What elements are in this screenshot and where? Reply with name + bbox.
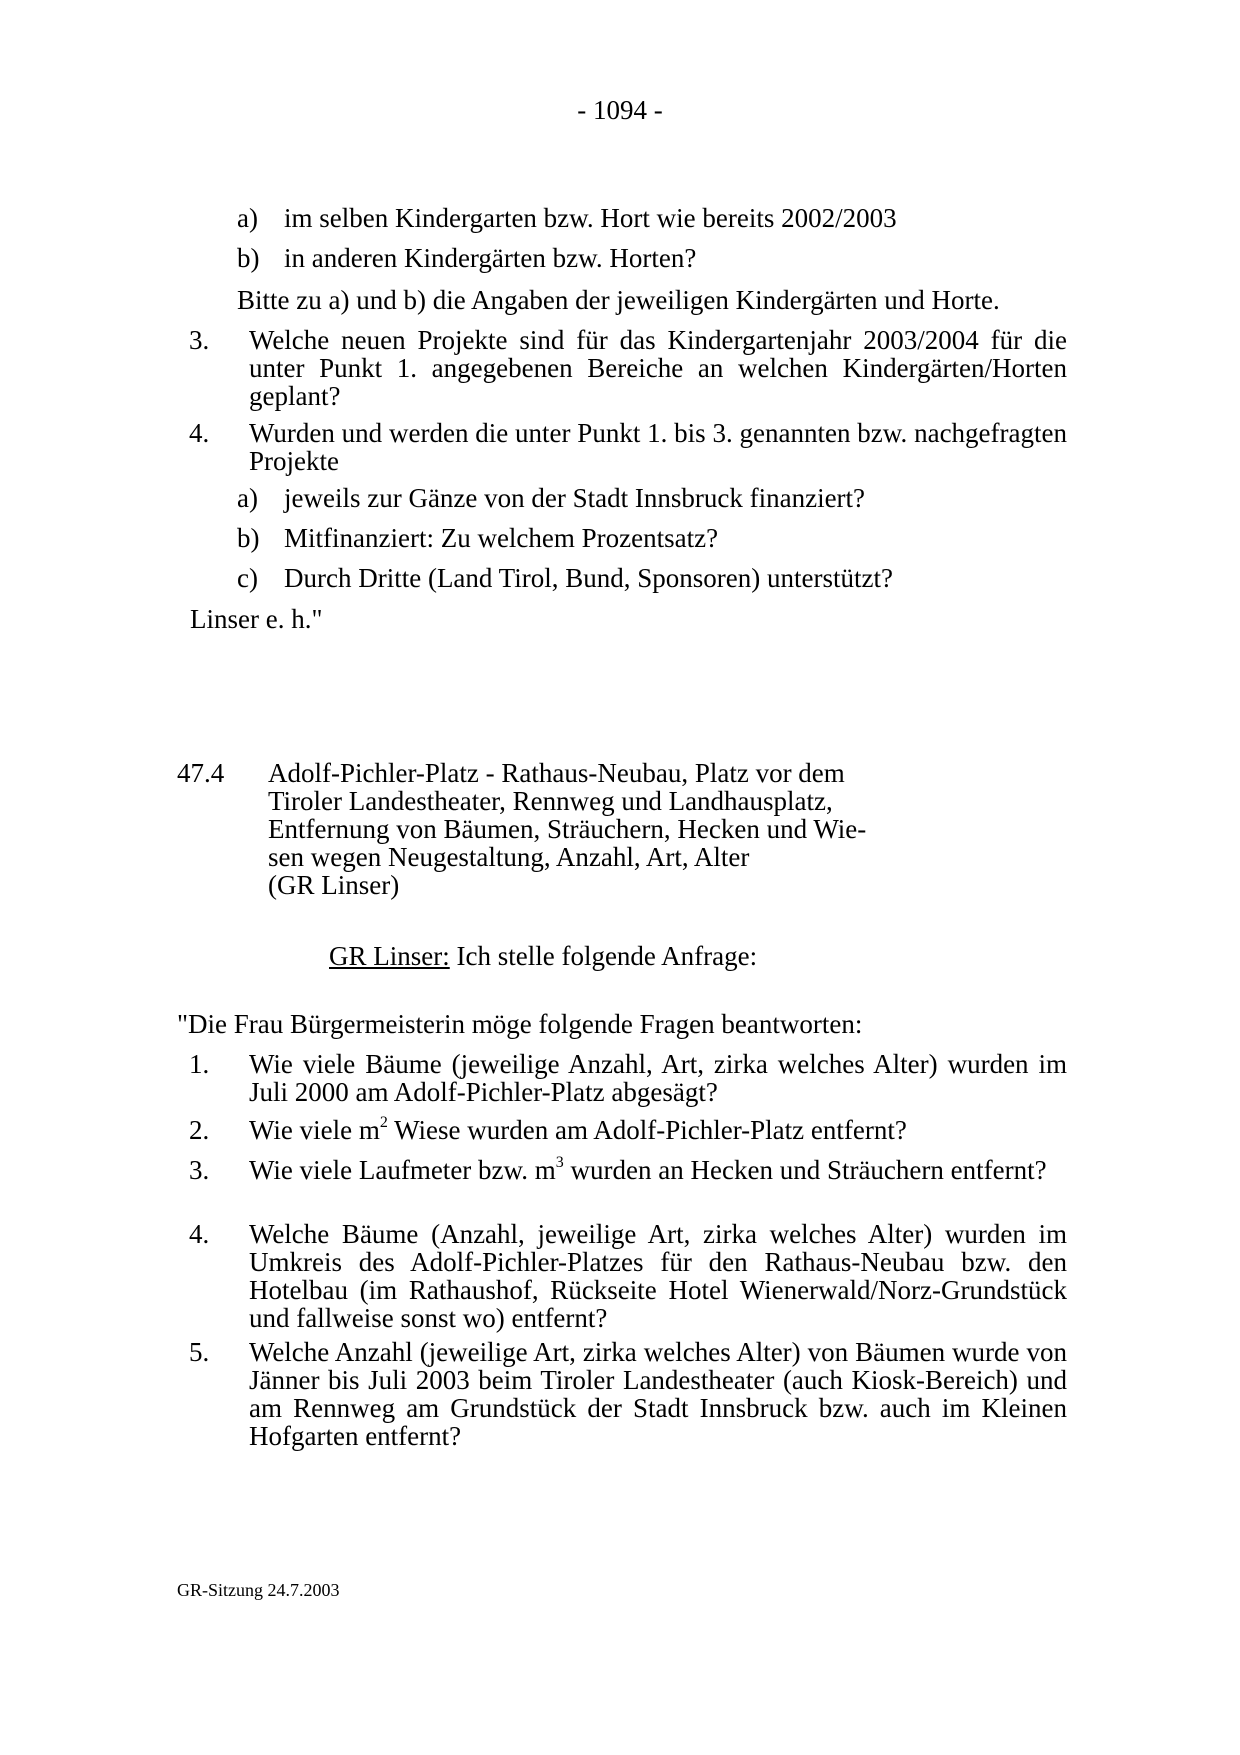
- section-title: [268, 759, 928, 899]
- question-text: Wie viele Bäume (jeweilige Anzahl, Art, zirka welches Alter) wurden im Juli 2000 am Adolf-Pichler-Platz abgesägt?: [249, 1049, 1067, 1107]
- list-marker: a): [237, 483, 258, 513]
- list-item-text: Wurden und werden die unter Punkt 1. bis 3. genannten bzw. nachgefragten Projekte: [249, 418, 1067, 476]
- list-item: [237, 244, 1067, 272]
- list-marker: 3.: [189, 1155, 210, 1185]
- list-marker: a): [237, 203, 258, 233]
- signature: Linser e. h.": [190, 604, 323, 634]
- question-item: [189, 1050, 1067, 1106]
- intro-text: "Die Frau Bürgermeisterin möge folgende Fragen beantworten:: [177, 1009, 863, 1039]
- list-marker: 4.: [189, 418, 210, 448]
- question-text: Welche Bäume (Anzahl, jeweilige Art, zirka welches Alter) wurden im Umkreis des Adolf-Pichler-Platzes für den Rathaus-Neubau bzw. den Hotelbau (im Rathaushof, Rückseite Hotel Wienerwald/Norz-Grundstück und fallweise sonst wo) entfernt?: [249, 1219, 1067, 1333]
- list-item-text: Welche neuen Projekte sind für das Kindergartenjahr 2003/2004 für die unter Punkt 1. angegebenen Bereiche an welchen Kindergärten/Horten geplant?: [249, 325, 1067, 411]
- question-text-part: Wie viele Laufmeter bzw. m: [249, 1155, 556, 1185]
- list-item: [237, 564, 1067, 592]
- list-marker: 3.: [189, 325, 210, 355]
- question-text-part: Wie viele m: [249, 1115, 380, 1145]
- speaker-text: Ich stelle folgende Anfrage:: [449, 941, 758, 971]
- list-item-text: im selben Kindergarten bzw. Hort wie bereits 2002/2003: [284, 203, 897, 233]
- question-item: [189, 1338, 1067, 1450]
- list-marker: 1.: [189, 1049, 210, 1079]
- list-marker: 2.: [189, 1115, 210, 1145]
- list-item: [237, 524, 1067, 552]
- section-title-line: Entfernung von Bäumen, Sträuchern, Hecken und Wie-: [268, 814, 867, 844]
- list-item-text: Durch Dritte (Land Tirol, Bund, Sponsoren) unterstützt?: [284, 563, 893, 593]
- list-marker: b): [237, 523, 260, 553]
- question-text: [249, 1116, 1067, 1144]
- question-text-part: wurden an Hecken und Sträuchern entfernt?: [563, 1155, 1047, 1185]
- page-number: - 1094 -: [577, 95, 663, 125]
- section-title-line: sen wegen Neugestaltung, Anzahl, Art, Alter: [268, 842, 750, 872]
- question-item: [189, 1156, 1067, 1184]
- section-title-line: (GR Linser): [268, 870, 400, 900]
- superscript: 3: [555, 1154, 564, 1171]
- question-item: [189, 1116, 1067, 1144]
- list-marker: 5.: [189, 1337, 210, 1367]
- list-item: [189, 419, 1067, 475]
- speaker-line: [329, 942, 757, 970]
- section-title-line: Tiroler Landestheater, Rennweg und Landhausplatz,: [268, 786, 833, 816]
- list-item: [189, 326, 1067, 410]
- list-item-text: jeweils zur Gänze von der Stadt Innsbruck finanziert?: [284, 483, 866, 513]
- list-item-text: in anderen Kindergärten bzw. Horten?: [284, 243, 697, 273]
- list-item-text: Mitfinanziert: Zu welchem Prozentsatz?: [284, 523, 719, 553]
- note-text: Bitte zu a) und b) die Angaben der jeweiligen Kindergärten und Horte.: [237, 285, 1000, 315]
- list-item: [237, 204, 1067, 232]
- superscript: 2: [379, 1114, 388, 1131]
- question-text-part: Wiese wurden am Adolf-Pichler-Platz entfernt?: [387, 1115, 907, 1145]
- section-title-line: Adolf-Pichler-Platz - Rathaus-Neubau, Platz vor dem: [268, 758, 845, 788]
- list-marker: c): [237, 563, 258, 593]
- question-text: [249, 1156, 1067, 1184]
- list-item: [237, 484, 1067, 512]
- section-number: 47.4: [177, 758, 225, 788]
- footer-text: GR-Sitzung 24.7.2003: [177, 1580, 340, 1600]
- question-item: [189, 1220, 1067, 1332]
- list-marker: b): [237, 243, 260, 273]
- list-marker: 4.: [189, 1219, 210, 1249]
- speaker-name: GR Linser:: [329, 941, 450, 971]
- question-text: Welche Anzahl (jeweilige Art, zirka welches Alter) von Bäumen wurde von Jänner bis Juli 2003 beim Tiroler Landestheater (auch Kiosk-Bereich) und am Rennweg am Grundstück der Stadt Innsbruck bzw. auch im Kleinen Hofgarten entfernt?: [249, 1337, 1067, 1451]
